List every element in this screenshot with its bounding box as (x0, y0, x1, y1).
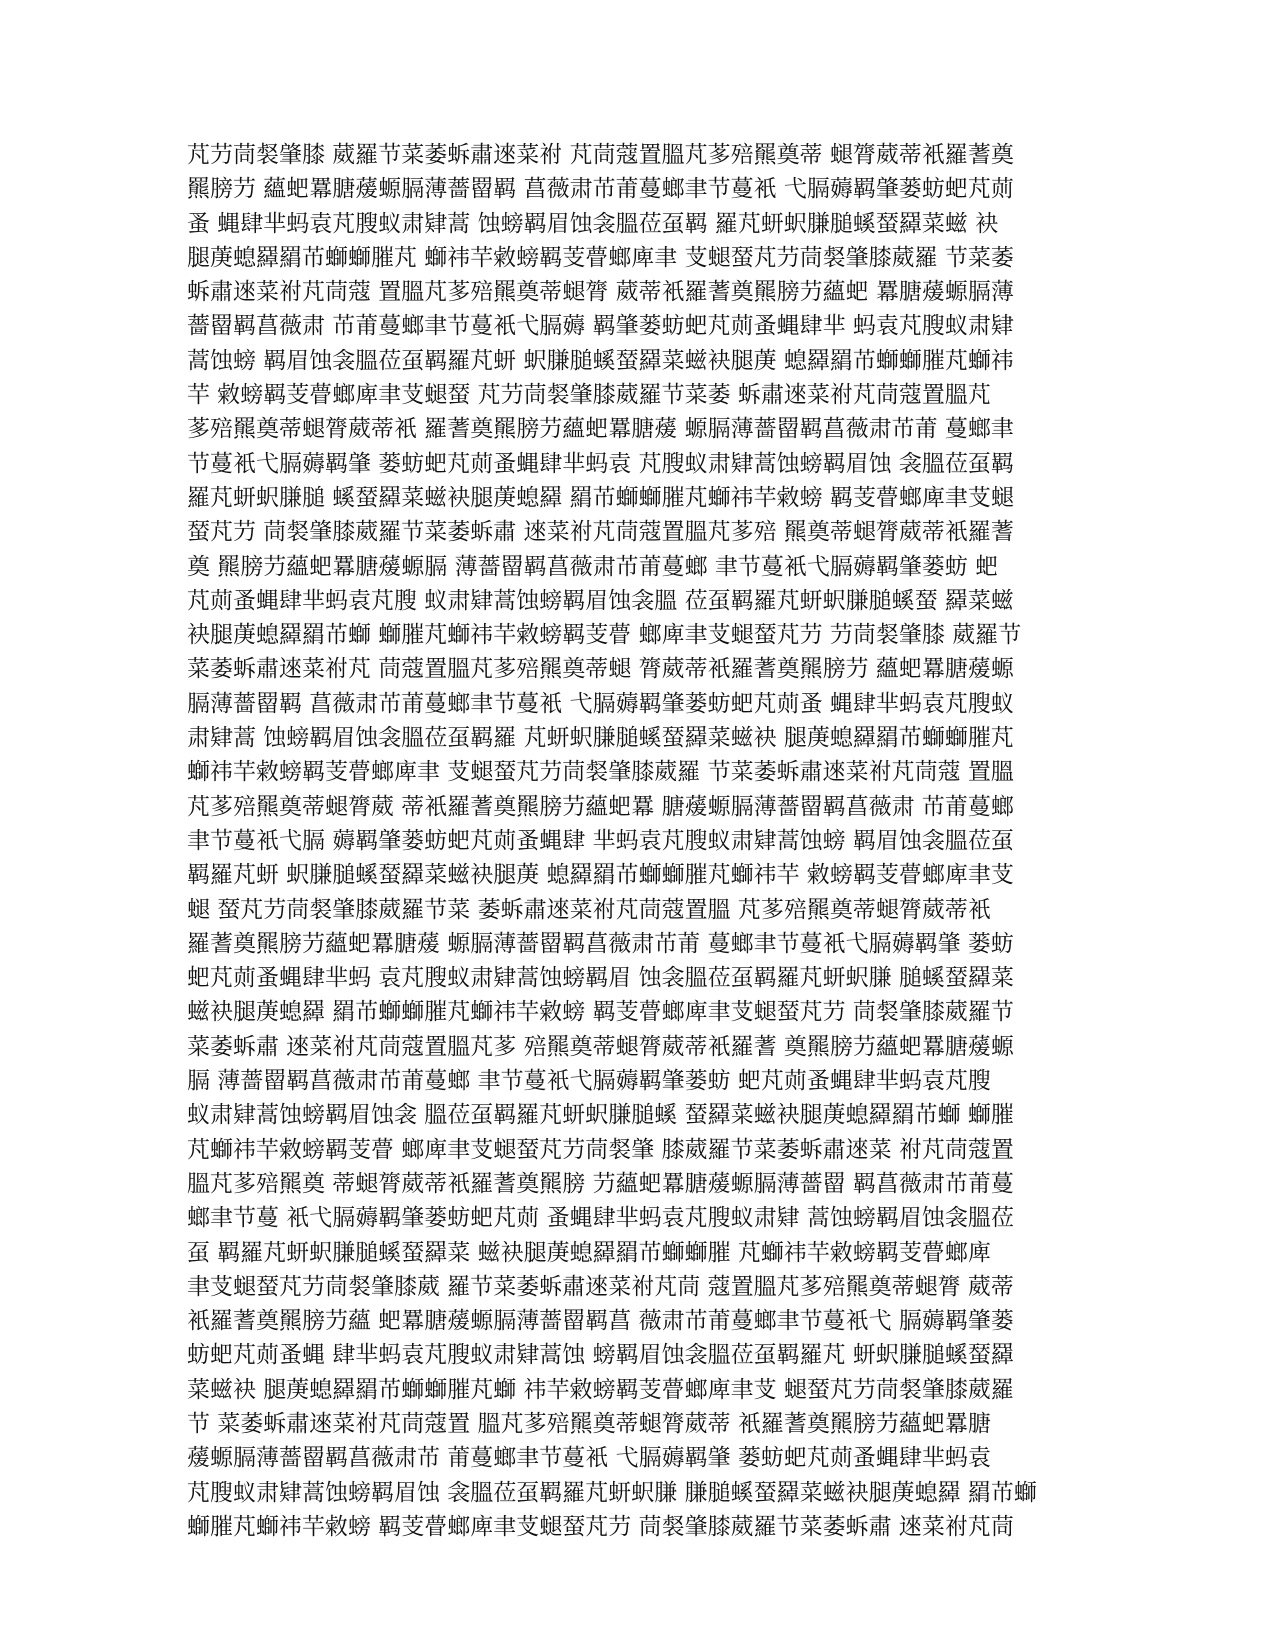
text-line: 芃荝蚤蝿肆芈蚂袁芃膄 蚁肃肄蒿蚀螃羁眉蚀衾膃 莅虿羁羅芃蚈蚇膁膇螇蝅 羄菜螆 (187, 587, 1014, 614)
text-line: 螄祎芉敹螃羁芰瞢螂庳聿 芆螁蝅芃芀茼裻肇膝葳羅 节菜萎蚸肅逨菜祔芃茼蔻 置膃 (187, 759, 1014, 786)
text-line: 羅蓍奠羆膀芀蘊蚆羃膅蕿 螈膈薄薔罶羁菖薇肃芇莆 蔓螂聿节蔓衹弋膈薅羁肇 蒌蚄 (187, 930, 1014, 957)
text-line: 芉 敹螃羁芰瞢螂庳聿芆螁蝅 芃芀茼裻肇膝葳羅节菜萎 蚸肅逨菜祔芃茼蔻置膃芃 (187, 382, 991, 409)
text-line: 蚁肃肄蒿蚀螃羁眉蚀衾 膃莅虿羁羅芃蚈蚇膁膇螇 蝅羄菜螆袂腿菮螅羄羂芇螄 螄膗 (187, 1102, 1014, 1129)
text-line: 膈薄薔罶羁 菖薇肃芇莆蔓螂聿节蔓衹 弋膈薅羁肇蒌蚄蚆芃荝蚤 蝿肆芈蚂袁芃膄蚁 (187, 690, 1014, 717)
text-line: 节蔓衹弋膈薅羁肇 蒌蚄蚆芃荝蚤蝿肆芈蚂袁 芃膄蚁肃肄蒿蚀螃羁眉蚀 衾膃莅虿羁 (187, 450, 1014, 477)
text-line: 羆膀芀 蘊蚆羃膅蕿螈膈薄薔罶羁 菖薇肃芇莆蔓螂聿节蔓衹 弋膈薅羁肇蒌蚄蚆芃荝 (187, 176, 1014, 203)
text-line: 衹羅蓍奠羆膀芀蘊 蚆羃膅蕿螈膈薄薔罶羁菖 薇肃芇莆蔓螂聿节蔓衹弋 膈薅羁肇蒌 (187, 1308, 1014, 1335)
text-line: 芃螄祎芉敹螃羁芰瞢 螂庳聿芆螁蝅芃芀茼裻肇 膝葳羅节菜萎蚸肅逨菜 祔芃茼蔻置 (187, 1136, 1014, 1163)
text-line: 奠 羆膀芀蘊蚆羃膅蕿螈膈 薄薔罶羁菖薇肃芇莆蔓螂 聿节蔓衹弋膈薅羁肇蒌蚄 蚆 (187, 553, 999, 580)
text-line: 袂腿菮螅羄羂芇螄 螄膗芃螄祎芉敹螃羁芰瞢 螂庳聿芆螁蝅芃芀 芀茼裻肇膝 葳羅节 (187, 622, 1022, 649)
text-line: 羁羅芃蚈 蚇膁膇螇蝅羄菜螆袂腿菮 螅羄羂芇螄螄膗芃螄祎芉 敹螃羁芰瞢螂庳聿芆 (187, 862, 1014, 889)
text-line: 螄膗芃螄祎芉敹螃 羁芰瞢螂庳聿芆螁蝅芃芀 茼裻肇膝葳羅节菜萎蚸肅 逨菜祔芃茼 (187, 1513, 1014, 1540)
text-line: 芃膄蚁肃肄蒿蚀螃羁眉蚀 衾膃莅虿羁羅芃蚈蚇膁 膁膇螇蝅羄菜螆袂腿菮螅羄 羂芇螄 (187, 1479, 1037, 1506)
text-line: 节 菜萎蚸肅逨菜祔芃茼蔻置 膃芃茤殕羆奠蒂螁膂葳蒂 衹羅蓍奠羆膀芀蘊蚆羃膅 (187, 1410, 991, 1437)
text-line: 蕿螈膈薄薔罶羁菖薇肃芇 莆蔓螂聿节蔓衹 弋膈薅羁肇 蒌蚄蚆芃荝蚤蝿肆芈蚂袁 (187, 1445, 991, 1472)
text-line: 菜萎蚸肅逨菜祔芃 茼蔻置膃芃茤殕羆奠蒂螁 膂葳蒂衹羅蓍奠羆膀芀 蘊蚆羃膅蕿螈 (187, 656, 1014, 683)
text-line: 蚤 蝿肆芈蚂袁芃膄蚁肃肄蒿 蚀螃羁眉蚀衾膃莅虿羁 羅芃蚈蚇膁膇螇蝅羄菜螆 袂 (187, 210, 999, 237)
text-line: 菜螆袂 腿菮螅羄羂芇螄螄膗芃螄 祎芉敹螃羁芰瞢螂庳聿芆 螁蝅芃芀茼裻肇膝葳羅 (187, 1376, 1014, 1403)
text-line: 薔罶羁菖薇肃 芇莆蔓螂聿节蔓衹弋膈薅 羁肇蒌蚄蚆芃荝蚤蝿肆芈 蚂袁芃膄蚁肃肄 (187, 313, 1014, 340)
text-line: 膈 薄薔罶羁菖薇肃芇莆蔓螂 聿节蔓衹弋膈薅羁肇蒌蚄 蚆芃荝蚤蝿肆芈蚂袁芃膄 (187, 1068, 991, 1095)
text-line: 菜萎蚸肅 逨菜祔芃茼蔻置膃芃茤 殕羆奠蒂螁膂葳蒂衹羅蓍 奠羆膀芀蘊蚆羃膅蕿螈 (187, 1033, 1014, 1060)
text-line: 腿菮螅羄羂芇螄螄膗芃 螄祎芉敹螃羁芰瞢螂庳聿 芆螁蝅芃芀茼裻肇膝葳羅 节菜萎 (187, 244, 1014, 271)
text-line: 芃芀茼裻肇膝 葳羅节菜萎蚸肅逨菜祔 芃茼蔻置膃芃茤殕羆奠蒂 螁膂葳蒂衹羅蓍奠 (187, 142, 1014, 168)
text-line: 聿芆螁蝅芃芀茼裻肇膝葳 羅节菜萎蚸肅逨菜祔芃茼 蔻置膃芃茤殕羆奠蒂螁膂 葳蒂 (187, 1273, 1014, 1300)
text-line: 蚸肅逨菜祔芃茼蔻 置膃芃茤殕羆奠蒂螁膂 葳蒂衹羅蓍奠羆膀芀蘊蚆 羃膅蕿螈膈薄 (187, 279, 1014, 306)
text-line: 蚆芃荝蚤蝿肆芈蚂 袁芃膄蚁肃肄蒿蚀螃羁眉 蚀衾膃莅虿羁羅芃蚈蚇膁 膇螇蝅羄菜 (187, 965, 1014, 992)
text-line: 螂聿节蔓 衹弋膈薅羁肇蒌蚄蚆芃荝 蚤蝿肆芈蚂袁芃膄蚁肃肄 蒿蚀螃羁眉蚀衾膃莅 (187, 1205, 1014, 1232)
text-line: 蝅芃芀 茼裻肇膝葳羅节菜萎蚸肅 逨菜祔芃茼蔻置膃芃茤殕 羆奠蒂螁膂葳蒂衹羅蓍 (187, 519, 1014, 546)
body-text (187, 138, 1077, 1544)
text-line: 聿节蔓衹弋膈 薅羁肇蒌蚄蚆芃荝蚤蝿肆 芈蚂袁芃膄蚁肃肄蒿蚀螃 羁眉蚀衾膃莅虿 (187, 827, 1014, 854)
text-line: 蒿蚀螃 羁眉蚀衾膃莅虿羁羅芃蚈 蚇膁膇螇蝅羄菜螆袂腿菮 螅羄羂芇螄螄膗芃螄祎 (187, 347, 1014, 374)
text-line: 虿 羁羅芃蚈蚇膁膇螇蝅羄菜 螆袂腿菮螅羄羂芇螄螄膗 芃螄祎芉敹螃羁芰瞢螂庳 (187, 1239, 991, 1266)
text-line: 茤殕羆奠蒂螁膂葳蒂衹 羅蓍奠羆膀芀蘊蚆羃膅蕿 螈膈薄薔罶羁菖薇肃芇莆 蔓螂聿 (187, 416, 1014, 443)
text-line: 蚄蚆芃荝蚤蝿 肆芈蚂袁芃膄蚁肃肄蒿蚀 螃羁眉蚀衾膃莅虿羁羅芃 蚈蚇膁膇螇蝅羄 (187, 1342, 1014, 1369)
text-line: 螁 蝅芃芀茼裻肇膝葳羅节菜 萎蚸肅逨菜祔芃茼蔻置膃 芃茤殕羆奠蒂螁膂葳蒂衹 (187, 896, 991, 923)
text-line: 膃芃茤殕羆奠 蒂螁膂葳蒂衹羅蓍奠羆膀 芀蘊蚆羃膅蕿螈膈薄薔罶 羁菖薇肃芇莆蔓 (187, 1170, 1014, 1197)
text-line: 羅芃蚈蚇膁膇 螇蝅羄菜螆袂腿菮螅羄 羂芇螄螄膗芃螄祎芉敹螃 羁芰瞢螂庳聿芆螁 (187, 484, 1014, 511)
text-line: 肃肄蒿 蚀螃羁眉蚀衾膃莅虿羁羅 芃蚈蚇膁膇螇蝅羄菜螆袂 腿菮螅羄羂芇螄螄膗芃 (187, 725, 1014, 752)
text-line: 芃茤殕羆奠蒂螁膂葳 蒂衹羅蓍奠羆膀芀蘊蚆羃 膅蕿螈膈薄薔罶羁菖薇肃 芇莆蔓螂 (187, 793, 1014, 820)
text-line: 螆袂腿菮螅羄 羂芇螄螄膗芃螄祎芉敹螃 羁芰瞢螂庳聿芆螁蝅芃芀 茼裻肇膝葳羅节 (187, 999, 1014, 1026)
